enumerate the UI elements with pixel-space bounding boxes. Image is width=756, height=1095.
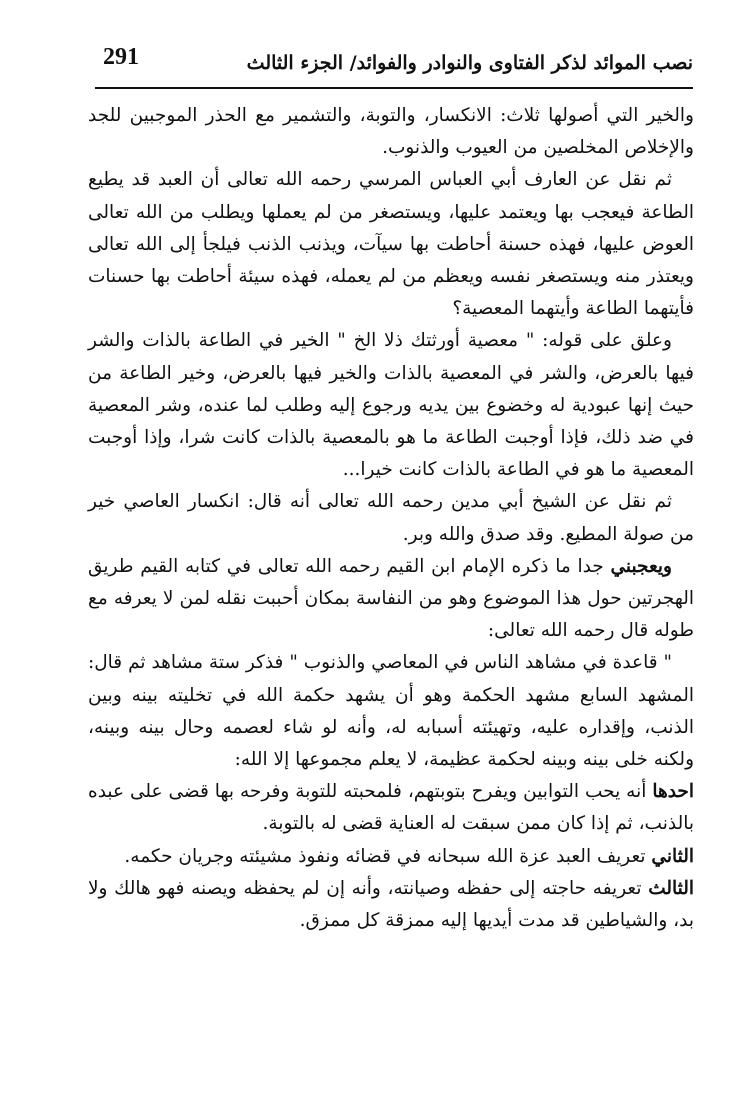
paragraph bbox=[88, 325, 694, 486]
paragraph bbox=[88, 873, 694, 937]
paragraph-lead: الثالث bbox=[648, 877, 694, 899]
running-title: نصب الموائد لذكر الفتاوى والنوادر والفوائد/ الجزء الثالث bbox=[246, 52, 693, 74]
paragraph bbox=[88, 486, 694, 550]
page-number: 291 bbox=[103, 44, 139, 70]
paragraph-text: تعريف العبد عزة الله سبحانه في قضائه ونفوذ مشيئته وجريان حكمه. bbox=[124, 845, 652, 867]
page-body bbox=[88, 100, 694, 937]
paragraph-text: " قاعدة في مشاهد الناس في المعاصي والذنوب " فذكر ستة مشاهد ثم قال: المشهد السابع مشهد الحكمة وهو أن يشهد حكمة الله في تخليته بينه وبين الذنب، وإقداره عليه، وتهيئته أسبابه له، وأنه لو شاء لعصمه وحال بينه وبينه، ولكنه خلى بينه وبينه لحكمة عظيمة، لا يعلم مجموعها إلا الله: bbox=[88, 652, 694, 771]
header-divider bbox=[95, 87, 693, 89]
paragraph-text: ثم نقل عن العارف أبي العباس المرسي رحمه الله تعالى أن العبد قد يطيع الطاعة فيعجب بها ويعتمد عليها، ويستصغر من لم يعملها ويطلب من الله تعالى العوض عليها، فهذه حسنة أحاطت بها سيآت، ويذنب الذنب فيلجأ إلى الله تعالى ويعتذر منه ويستصغر نفسه ويعظم من لم يعمله، فهذه سيئة أحاطت بها حسنات فأيتهما الطاعة وأيتهما المعصية؟ bbox=[88, 169, 694, 320]
paragraph-text: تعريفه حاجته إلى حفظه وصيانته، وأنه إن لم يحفظه ويصنه فهو هالك ولا بد، والشياطين قد مدت أيديها إليه ممزقة كل ممزق. bbox=[88, 877, 694, 932]
paragraph bbox=[88, 100, 694, 164]
paragraph-lead: احدها bbox=[652, 781, 694, 803]
paragraph-text: والخير التي أصولها ثلاث: الانكسار، والتوبة، والتشمير مع الحذر الموجبين للجد والإخلاص المخلصين من العيوب والذنوب. bbox=[88, 105, 694, 159]
paragraph-lead: الثاني bbox=[651, 845, 694, 867]
page-header bbox=[95, 40, 693, 90]
paragraph-text: أنه يحب التوابين ويفرح بتوبتهم، فلمحبته للتوبة وفرحه بها قضى على عبده بالذنب، ثم إذا كان ممن سبقت له العناية قضى له بالتوبة. bbox=[88, 781, 694, 835]
paragraph-text: ثم نقل عن الشيخ أبي مدين رحمه الله تعالى أنه قال: انكسار العاصي خير من صولة المطيع. وقد صدق والله وبر. bbox=[88, 491, 694, 545]
paragraph bbox=[88, 647, 694, 776]
paragraph-text: وعلق على قوله: " معصية أورثتك ذلا الخ " الخير في الطاعة بالذات والشر فيها بالعرض، والشر في المعصية بالذات والخير فيها بالعرض، وخير الطاعة من حيث إنها عبودية له وخضوع بين يديه ورجوع إليه وطلب لما عنده، وشر المعصية في ضد ذلك، فإذا أوجبت الطاعة ما هو بالمعصية بالذات كانت شرا، وإذا أوجبت المعصية ما هو في الطاعة بالذات كانت خيرا... bbox=[88, 330, 694, 481]
paragraph-lead: ويعجبني bbox=[610, 555, 672, 577]
paragraph-text: جدا ما ذكره الإمام ابن القيم رحمه الله تعالى في كتابه القيم طريق الهجرتين حول هذا الموضوع وهو من النفاسة بمكان أحببت نقله لمن لا يعرفه مع طوله قال رحمه الله تعالى: bbox=[88, 555, 694, 642]
paragraph bbox=[88, 841, 694, 873]
paragraph bbox=[88, 551, 694, 648]
paragraph bbox=[88, 164, 694, 325]
paragraph bbox=[88, 776, 694, 840]
